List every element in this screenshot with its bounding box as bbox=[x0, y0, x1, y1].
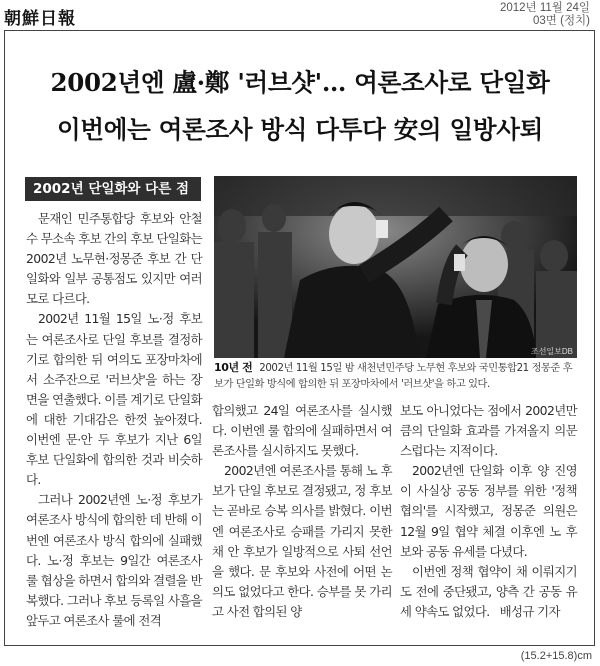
news-photo bbox=[214, 176, 577, 358]
paragraph-text: 이번엔 정책 협약이 채 이뤄지기도 전에 중단됐고, 양측 간 공동 유세 약속도 없었다. bbox=[400, 563, 577, 619]
paragraph: 합의했고 24일 여론조사를 실시했다. 이번엔 룰 합의에 실패하면서 여론조사를 실시하지도 못했다. bbox=[212, 403, 392, 459]
photo-credit: 조선일보DB bbox=[530, 347, 573, 356]
publish-date: 2012년 11월 24일 bbox=[499, 2, 590, 14]
headline-line-2: 이번에는 여론조사 방식 다투다 安의 일방사퇴 bbox=[57, 115, 543, 144]
masthead bbox=[4, 4, 76, 29]
article-column-1 bbox=[26, 209, 202, 631]
paragraph: 2002년 11월 15일 노·정 후보는 여론조사로 단일 후보를 결정하기로 합의한 뒤 여의도 포장마차에서 소주잔으로 '러브샷'을 하는 장면을 연출했다. 이를 계기로 단일화에 대한 기대감은 한껏 높아졌다. 이번엔 문·안 두 후보가 지난 6일 후보 단일화에 합의한 것과 비슷하다. bbox=[26, 311, 202, 488]
caption-text: 2002년 11월 15일 밤 새천년민주당 노무현 후보와 국민통합21 정몽준 후보가 단일화 방식에 합의한 뒤 포장마차에서 '러브샷'을 하고 있다. bbox=[214, 363, 573, 390]
headline-line-1: 2002년엔 盧·鄭 '러브샷'… 여론조사로 단일화 bbox=[50, 68, 550, 97]
paragraph-final bbox=[400, 562, 577, 622]
article-column-2 bbox=[212, 401, 392, 622]
paragraph: 보도 아니었다는 점에서 2002년만큼의 단일화 효과를 가져올지 의문스럽다는 지적이다. bbox=[400, 403, 577, 459]
newspaper-logo: 朝鮮日報 bbox=[4, 9, 76, 29]
paragraph: 2002년엔 여론조사를 통해 노 후보가 단일 후보로 결정됐고, 정 후보는 곧바로 승복 의사를 밝혔다. 이번엔 여론조사로 승패를 가리지 못한 채 안 후보가 일방적으로 사퇴 선언을 했다. 문 후보와 사전에 어떤 논의도 없었다고 한다. 승부를 못 가리고 사전 합의된 양 bbox=[212, 463, 392, 619]
section-title-box: 2002년 단일화와 다른 점 bbox=[25, 177, 201, 201]
page-section: 03면 (정치) bbox=[533, 15, 590, 27]
dateline bbox=[500, 2, 590, 28]
paragraph: 2002년엔 단일화 이후 양 진영이 사실상 공동 정부를 위한 '정책협의'를 시작했고, 정몽준 의원은 12월 9일 협약 체결 이후엔 노 후보와 공동 유세를 다녔다. bbox=[400, 463, 577, 559]
byline: 배성규 기자 bbox=[499, 603, 560, 619]
photo-caption bbox=[214, 360, 580, 393]
photo-illustration bbox=[214, 176, 577, 358]
caption-label: 10년 전 bbox=[214, 361, 253, 374]
paragraph: 문재인 민주통합당 후보와 안철수 무소속 후보 간의 후보 단일화는 2002년 노무현·정몽준 후보 간 단일화와 일부 공통점도 있지만 여러모로 다르다. bbox=[26, 211, 202, 307]
size-note: (15.2+15.8)cm bbox=[520, 650, 592, 662]
article-column-3 bbox=[400, 401, 577, 622]
paragraph: 그러나 2002년엔 노·정 후보가 여론조사 방식에 합의한 데 반해 이번엔 여론조사 방식 합의에 실패했다. 노·정 후보는 9일간 여론조사 룰 협상을 하면서 합의와 결렬을 반복했다. 그러나 후보 등록일 사흘을 앞두고 여론조사 룰에 전격 bbox=[26, 492, 202, 628]
